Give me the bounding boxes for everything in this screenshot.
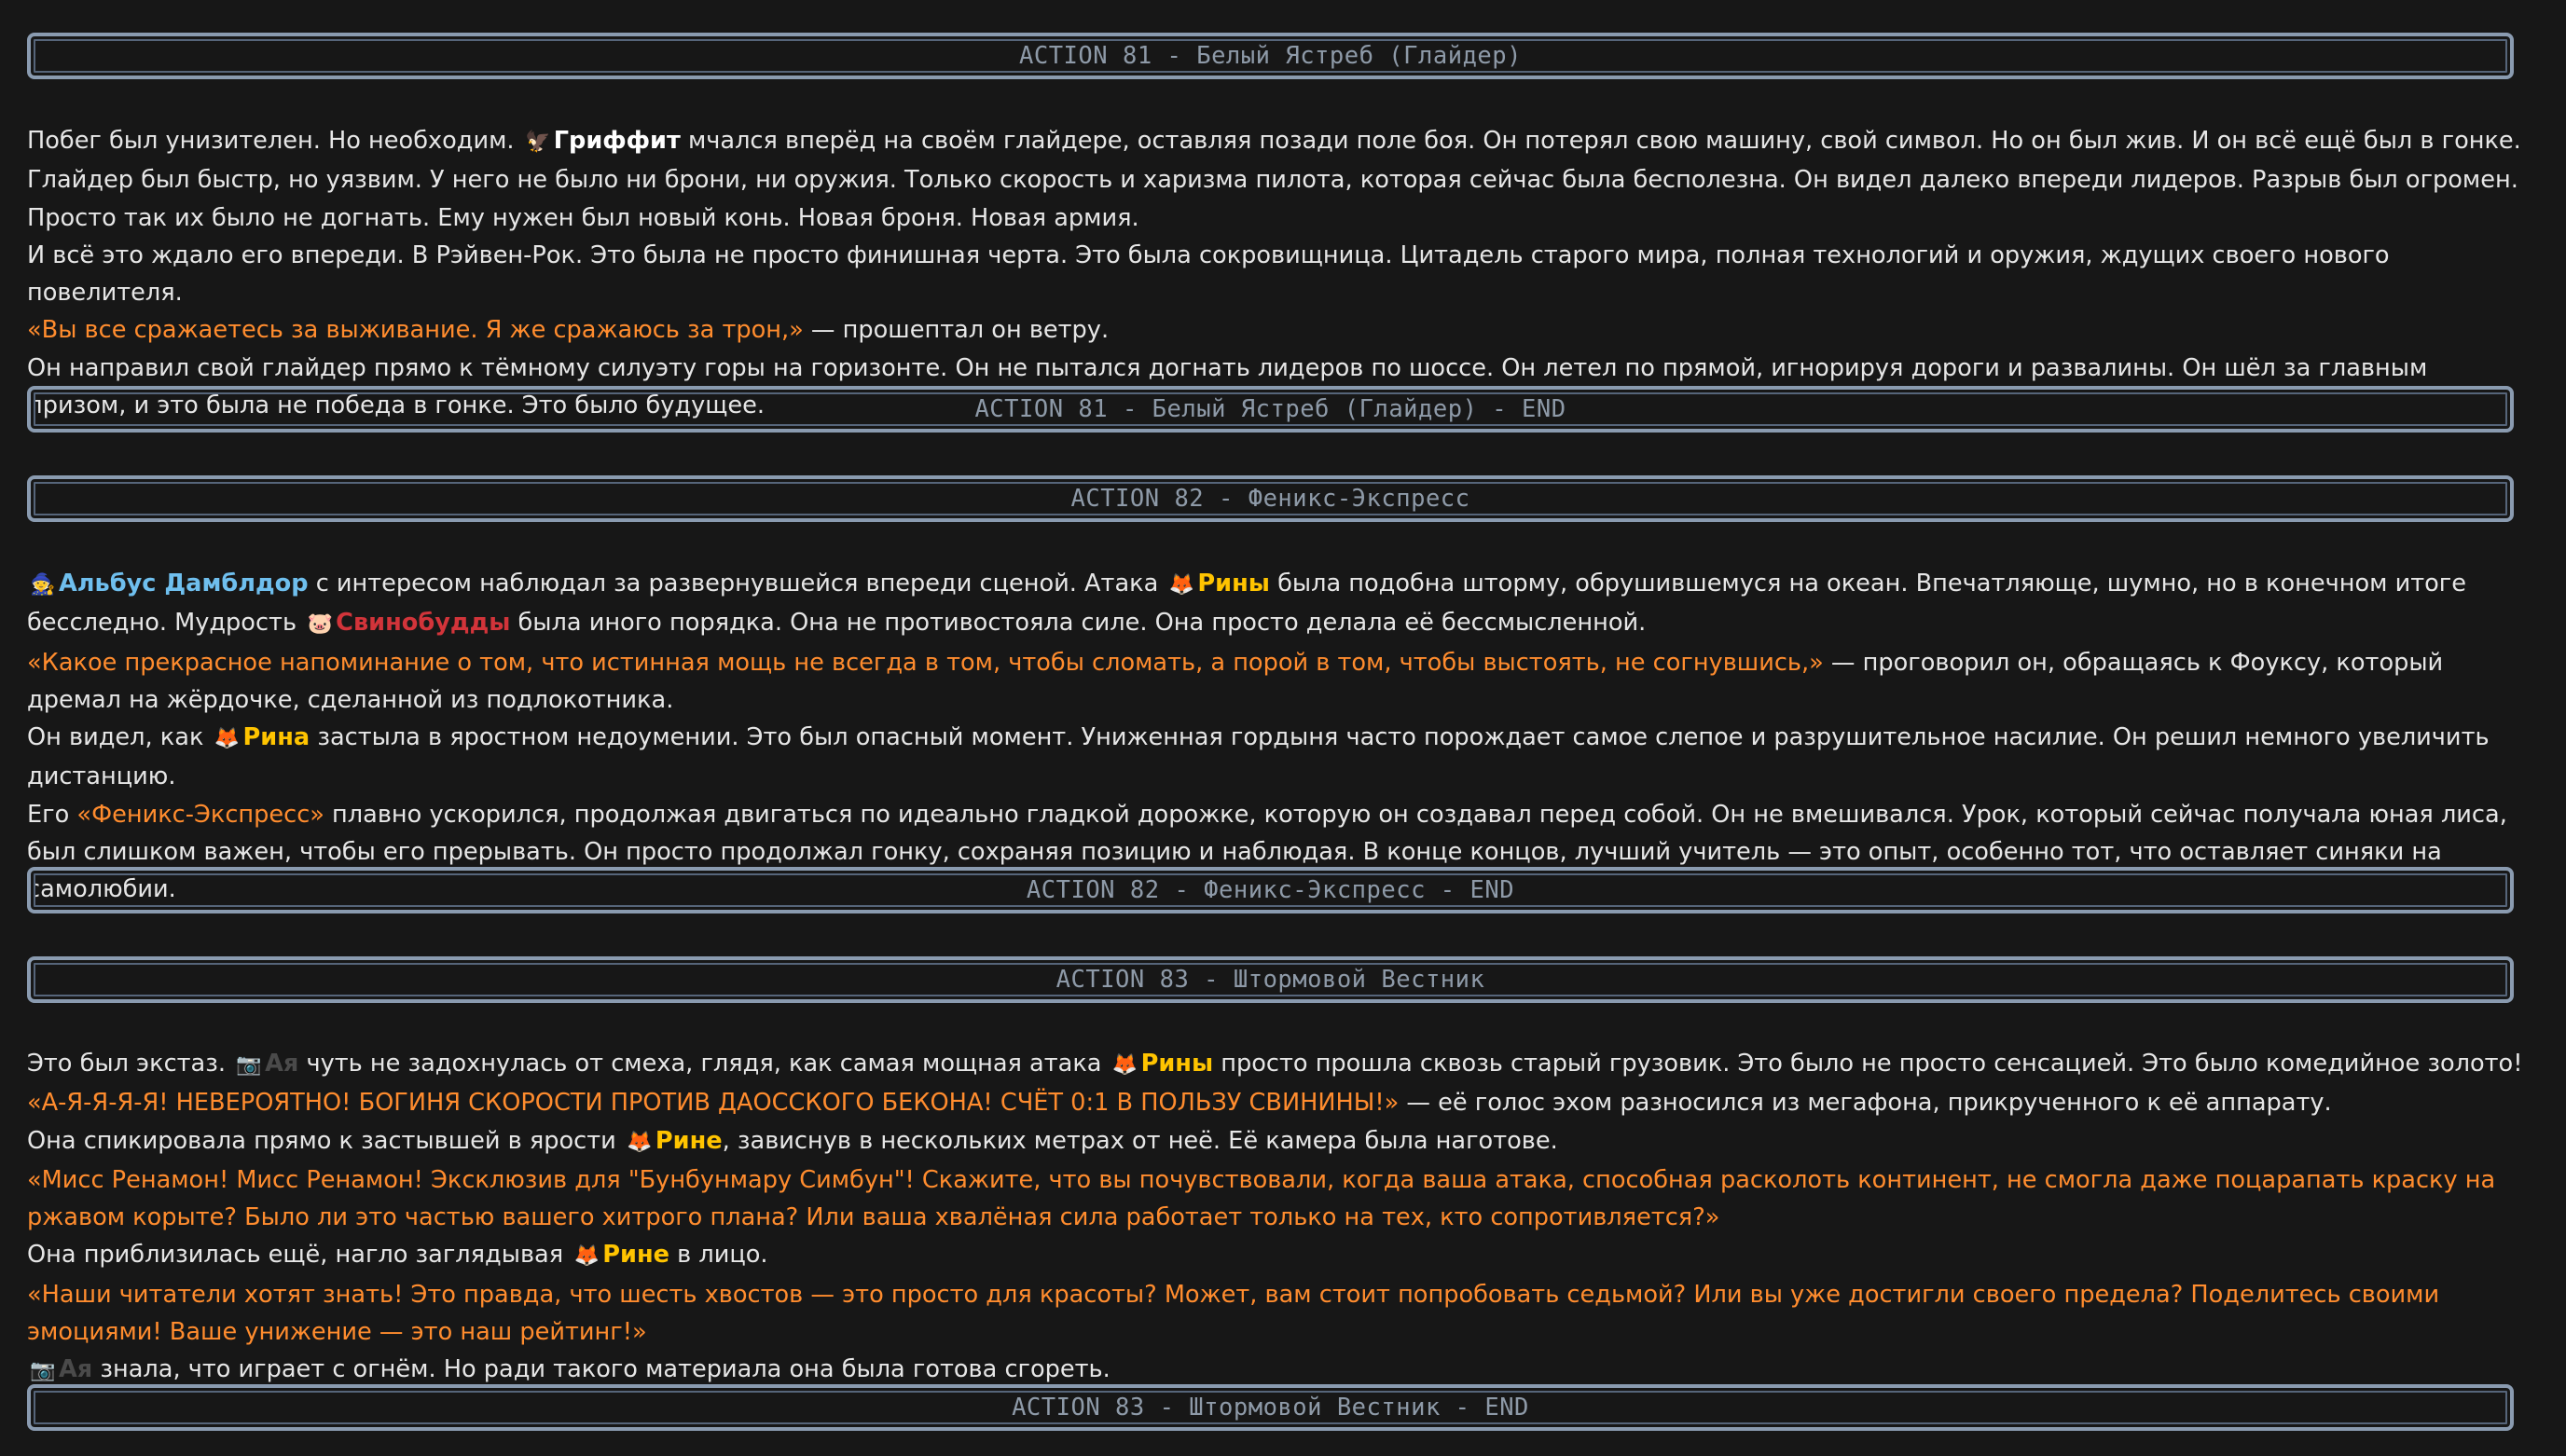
- character-name-svinobudda: Свинобудды: [336, 609, 511, 638]
- text: — её голос эхом разносился из мегафона, прикрученного к её аппарату.: [1399, 1089, 2332, 1118]
- character-name-aya: Ая: [265, 1050, 299, 1078]
- text: Она приблизилась ещё, нагло заглядывая: [27, 1241, 572, 1270]
- paragraph: [27, 1236, 2526, 1275]
- wizard-icon: 🧙: [30, 573, 56, 597]
- text: — прошептал он ветру.: [803, 316, 1110, 345]
- text: Она спикировала прямо к застывшей в ярости: [27, 1126, 624, 1155]
- character-name-griffit: Гриффит: [553, 127, 681, 155]
- paragraph: [27, 1045, 2526, 1084]
- fox-icon: 🦊: [1168, 573, 1195, 597]
- text: Побег был унизителен. Но необходим.: [27, 127, 522, 155]
- dialogue-quote: «Феникс-Экспресс»: [76, 800, 324, 829]
- text: просто прошла сквозь старый грузовик. Это было не просто сенсацией. Это было комедийное золото!: [1213, 1050, 2523, 1078]
- paragraph: [27, 122, 2526, 161]
- fox-icon: 🦊: [627, 1130, 653, 1154]
- camera-icon: 📷: [30, 1359, 56, 1383]
- text: — проговорил он, обращаясь к Фоуксу, который дремал на жёрдочке, сделанной из подлокотника.: [27, 648, 2444, 714]
- text: плавно ускорился, продолжая двигаться по идеально гладкой дорожке, которую он создавал перед собой. Он не вмешивался. Урок, который сейчас получала юная лиса, был слишком важен, чтобы его прерывать. Он просто продолжал гонку, сохраняя позицию и наблюдая. В конце концов, лучший учитель — это опыт, особенно тот, что оставляет синяки на самолюбии.: [27, 800, 2507, 904]
- paragraph: [27, 1122, 2526, 1161]
- action-81-footer-banner: [27, 386, 2514, 433]
- character-name-albus: Альбус Дамблдор: [59, 570, 309, 598]
- text: Это был экстаз.: [27, 1050, 234, 1078]
- character-name-rina: Рины: [1140, 1050, 1214, 1078]
- eagle-icon: 🦅: [525, 130, 551, 154]
- character-name-rina: Рины: [1197, 570, 1270, 598]
- fox-icon: 🦊: [1111, 1053, 1138, 1077]
- action-82-text: [27, 565, 2526, 909]
- action-83-header-text: ACTION 83 - Штормовой Вестник: [1055, 966, 1485, 994]
- action-82-header-banner: [27, 475, 2514, 522]
- text: чуть не задохнулась от смеха, глядя, как самая мощная атака: [298, 1050, 1110, 1078]
- text: была иного порядка. Она не противостояла силе. Она просто делала её бессмысленной.: [510, 609, 1647, 638]
- action-83-footer-text: ACTION 83 - Штормовой Вестник - END: [1012, 1394, 1529, 1422]
- paragraph: [27, 565, 2526, 644]
- action-83-footer-banner: [27, 1384, 2514, 1431]
- action-81-header-text: ACTION 81 - Белый Ястреб (Глайдер): [1019, 42, 1522, 70]
- dialogue-quote: «А-Я-Я-Я-Я! НЕВЕРОЯТНО! БОГИНЯ СКОРОСТИ ПРОТИВ ДАОССКОГО БЕКОНА! СЧЁТ 0:1 В ПОЛЬЗУ СВИНИНЫ!»: [27, 1089, 1400, 1118]
- text: , зависнув в нескольких метрах от неё. Её камера была наготове.: [722, 1126, 1558, 1155]
- text: мчался вперёд на своём глайдере, оставляя позади поле боя. Он потерял свою машину, свой символ. Но он был жив. И он всё ещё был в гонке.: [680, 127, 2521, 155]
- fox-icon: 🦊: [573, 1244, 600, 1269]
- character-name-aya: Ая: [59, 1355, 93, 1384]
- action-81-header-banner: [27, 33, 2514, 79]
- action-81-footer-text: ACTION 81 - Белый Ястреб (Глайдер) - END: [974, 395, 1566, 423]
- paragraph: [27, 644, 2526, 720]
- action-82-footer-banner: [27, 867, 2514, 913]
- fox-icon: 🦊: [214, 727, 241, 751]
- camera-icon: 📷: [236, 1053, 262, 1077]
- dialogue-quote: «Мисс Ренамон! Мисс Ренамон! Эксклюзив для "Бунбунмару Симбун"! Скажите, что вы почувствовали, когда ваша атака, способная расколоть континент, не смогла даже поцарапать краску на ржавом корыте? Было ли это частью вашего хитрого плана? Или ваша хвалёная сила работает только на тех, кто сопротивляется?»: [27, 1165, 2496, 1232]
- paragraph: [27, 1084, 2526, 1121]
- dialogue-quote: «Вы все сражаетесь за выживание. Я же сражаюсь за трон,»: [27, 316, 804, 345]
- pig-icon: 🐷: [307, 612, 333, 637]
- action-82-header-text: ACTION 82 - Феникс-Экспресс: [1070, 485, 1470, 513]
- action-83-header-banner: [27, 956, 2514, 1003]
- character-name-rina: Рина: [242, 723, 310, 752]
- paragraph: [27, 719, 2526, 796]
- dialogue-quote: «Какое прекрасное напоминание о том, что истинная мощь не всегда в том, чтобы сломать, а порой в том, чтобы выстоять, не согнувшись,»: [27, 648, 1824, 677]
- text: знала, что играет с огнём. Но ради такого материала она была готова сгореть.: [92, 1355, 1111, 1384]
- action-81-text: [27, 122, 2526, 424]
- text: застыла в яростном недоумении. Это был опасный момент. Униженная гордыня часто порождает самое слепое и разрушительное насилие. Он решил немного увеличить дистанцию.: [27, 723, 2490, 791]
- action-82-footer-text: ACTION 82 - Феникс-Экспресс - END: [1026, 876, 1515, 904]
- character-name-rina: Рине: [655, 1126, 723, 1155]
- text: с интересом наблюдал за развернувшейся впереди сценой. Атака: [308, 570, 1166, 598]
- action-83-text: [27, 1045, 2526, 1391]
- paragraph: [27, 311, 2526, 349]
- dialogue-quote: «Наши читатели хотят знать! Это правда, что шесть хвостов — это просто для красоты? Может, вам стоит попробовать седьмой? Или вы уже достигли своего предела? Поделитесь своими эмоциями! Ваше унижение — это наш рейтинг!»: [27, 1280, 2440, 1347]
- text: в лицо.: [669, 1241, 768, 1270]
- paragraph: Глайдер был быстр, но уязвим. У него не было ни брони, ни оружия. Только скорость и харизма пилота, которая сейчас была бесполезна. Он видел далеко впереди лидеров. Разрыв был огромен. Просто так их было не догнать. Ему нужен был новый конь. Новая броня. Новая армия.: [27, 166, 2518, 232]
- text: Он видел, как: [27, 723, 212, 752]
- text: Его: [27, 800, 77, 829]
- text: была подобна шторму, обрушившемуся на океан. Впечатляюще, шумно, но в конечном итоге бесследно. Мудрость: [27, 570, 2467, 638]
- character-name-rina: Рине: [602, 1241, 669, 1270]
- paragraph: И всё это ждало его впереди. В Рэйвен-Рок. Это была не просто финишная черта. Это была сокровищница. Цитадель старого мира, полная технологий и оружия, ждущих своего нового повелителя.: [27, 240, 2390, 308]
- paragraph: Он направил свой глайдер прямо к тёмному силуэту горы на горизонте. Он не пытался догнать лидеров по шоссе. Он летел по прямой, игнорируя дороги и развалины. Он шёл за главным призом, и это была не победа в гонке. Это было будущее.: [27, 353, 2428, 420]
